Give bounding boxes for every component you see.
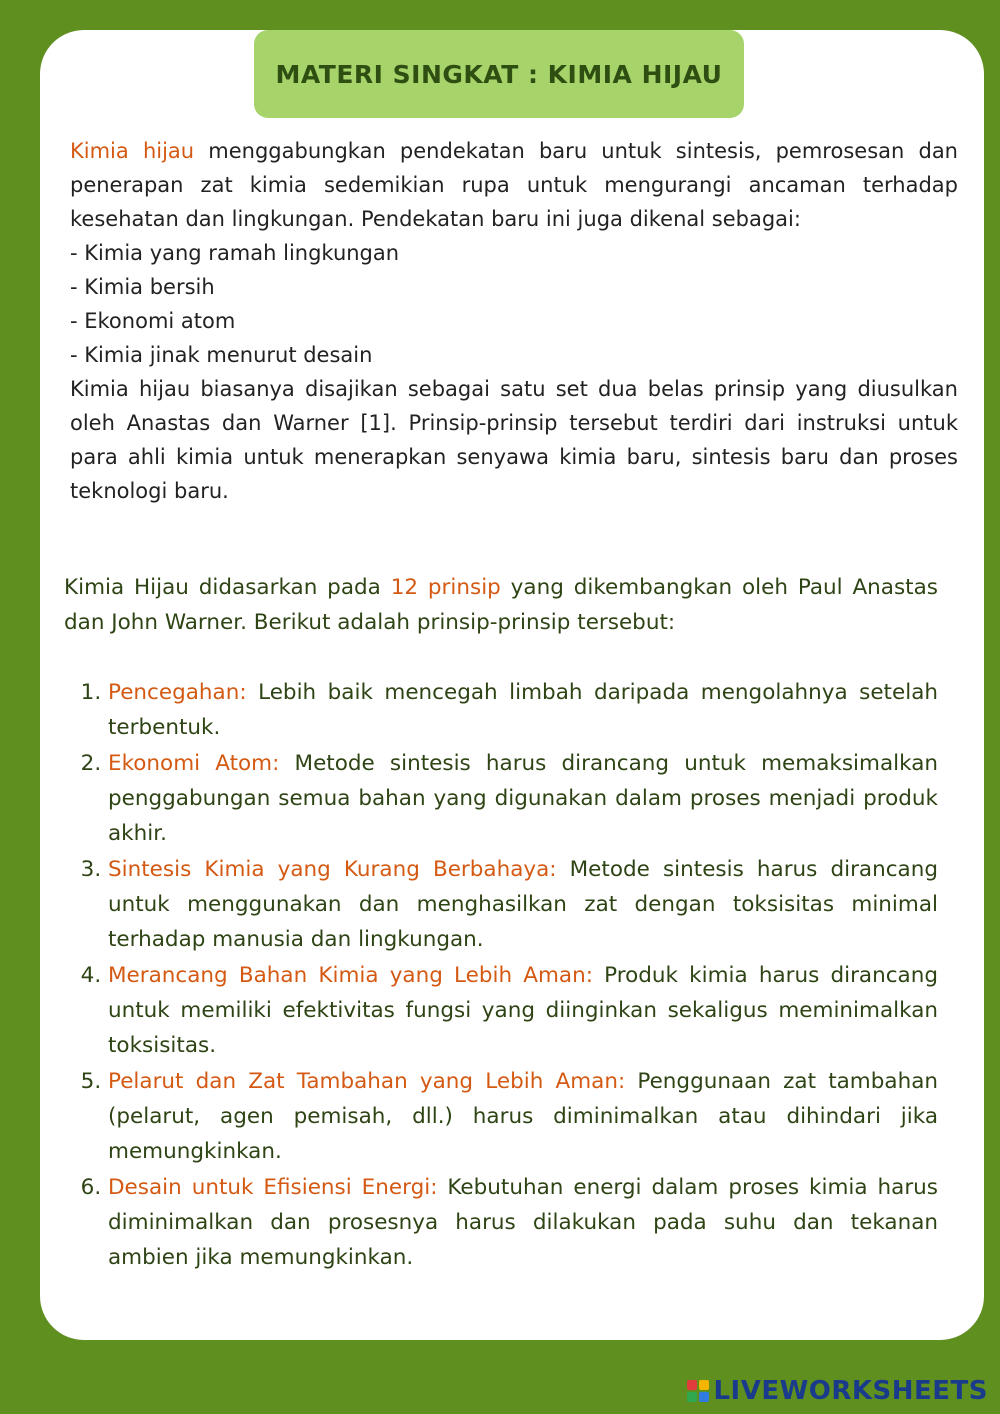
principle-item: [108, 746, 938, 851]
principles-section: [64, 570, 938, 1276]
principles-list: [64, 675, 938, 1275]
intro-section: [70, 134, 958, 508]
alias-item: - Kimia jinak menurut desain: [70, 343, 373, 367]
principle-text: Kebutuhan energi dalam proses kimia harus diminimalkan dan prosesnya harus dilakukan pada suhu dan tekanan ambien jika memungkinkan.: [108, 1175, 938, 1270]
principle-item: [108, 1170, 938, 1275]
principle-text: Penggunaan zat tambahan (pelarut, agen pemisah, dll.) harus diminimalkan atau dihindari jika memungkinkan.: [108, 1069, 938, 1164]
logo-squares-icon: [687, 1380, 709, 1402]
principle-name: Pencegahan:: [108, 680, 247, 705]
intro-paragraph: [70, 134, 958, 236]
alias-item: - Kimia bersih: [70, 275, 215, 299]
principle-name: Ekonomi Atom:: [108, 751, 280, 776]
principles-intro-text: Kimia Hijau didasarkan pada: [64, 575, 391, 600]
intro-term: Kimia hijau: [70, 139, 195, 163]
principle-item: [108, 675, 938, 745]
logo-text: LIVEWORKSHEETS: [713, 1376, 988, 1406]
principle-item: [108, 852, 938, 957]
principles-count: 12 prinsip: [390, 575, 501, 600]
principles-intro: [64, 570, 938, 640]
intro-paragraph-2: Kimia hijau biasanya disajikan sebagai satu set dua belas prinsip yang diusulkan oleh Anastas dan Warner [1]. Prinsip-prinsip tersebut terdiri dari instruksi untuk para ahli kimia untuk menerapkan senyawa kimia baru, sintesis baru dan proses teknologi baru.: [70, 377, 958, 503]
principles-intro-text: yang dikembangkan oleh Paul Anastas dan John Warner. Berikut adalah prinsip-prinsip tersebut:: [64, 575, 938, 635]
principle-item: [108, 1064, 938, 1169]
principle-text: Produk kimia harus dirancang untuk memiliki efektivitas fungsi yang diinginkan sekaligus meminimalkan toksisitas.: [108, 963, 938, 1058]
liveworksheets-logo[interactable]: [687, 1376, 988, 1406]
principle-name: Merancang Bahan Kimia yang Lebih Aman:: [108, 963, 593, 988]
principle-name: Sintesis Kimia yang Kurang Berbahaya:: [108, 857, 557, 882]
alias-item: - Ekonomi atom: [70, 309, 236, 333]
principle-text: Lebih baik mencegah limbah daripada mengolahnya setelah terbentuk.: [108, 680, 938, 740]
principle-text: Metode sintesis harus dirancang untuk menggunakan dan menghasilkan zat dengan toksisitas minimal terhadap manusia dan lingkungan.: [108, 857, 938, 952]
alias-item: - Kimia yang ramah lingkungan: [70, 241, 400, 265]
title-banner: [254, 30, 744, 118]
intro-sentence: menggabungkan pendekatan baru untuk sintesis, pemrosesan dan penerapan zat kimia sedemikian rupa untuk mengurangi ancaman terhadap kesehatan dan lingkungan. Pendekatan baru ini juga dikenal sebagai:: [70, 139, 958, 231]
page-title: MATERI SINGKAT : KIMIA HIJAU: [275, 59, 723, 89]
principle-item: [108, 958, 938, 1063]
principle-name: Desain untuk Efisiensi Energi:: [108, 1175, 438, 1200]
principle-name: Pelarut dan Zat Tambahan yang Lebih Aman:: [108, 1069, 626, 1094]
principle-text: Metode sintesis harus dirancang untuk memaksimalkan penggabungan semua bahan yang digunakan dalam proses menjadi produk akhir.: [108, 751, 938, 846]
